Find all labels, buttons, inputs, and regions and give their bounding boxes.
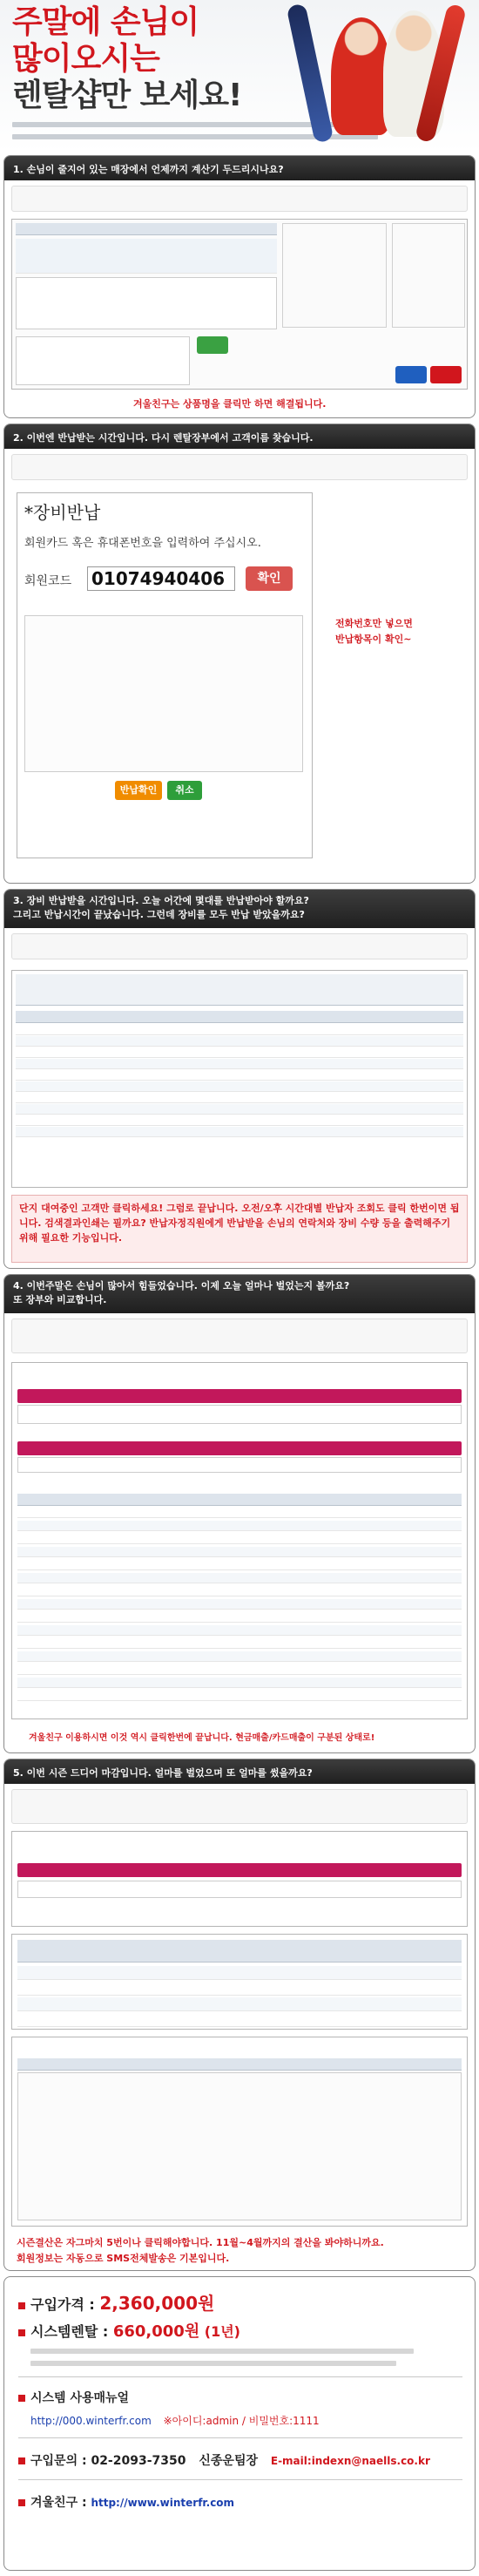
member-code-input[interactable]: 01074940406 <box>87 566 235 591</box>
table-row[interactable] <box>17 1691 462 1701</box>
step-2-heading: 2. 이번엔 반납받는 시간입니다. 다시 렌탈장부에서 고객이름 찾습니다. <box>4 424 475 449</box>
bullet-icon <box>18 2329 25 2336</box>
table-row[interactable] <box>16 1093 463 1103</box>
step-4-section <box>3 1274 476 1753</box>
clear-button[interactable] <box>430 366 462 383</box>
bullet-icon <box>18 2302 25 2309</box>
season-table-header <box>17 1940 462 1963</box>
step-3-heading-line2: 그리고 반납시간이 끝났습니다. 그런데 장비를 모두 반납 받았을까요? <box>13 909 305 920</box>
step-5-heading: 5. 이번 시즌 드디어 마감입니다. 얼마를 벌었으며 또 얼마를 썼을까요? <box>4 1759 475 1784</box>
table-row[interactable] <box>17 1678 462 1688</box>
rental-value: 660,000원 <box>112 2322 200 2341</box>
price-line <box>18 2289 214 2315</box>
step-1-callout: 겨울친구는 상품명을 클릭만 하면 해결됩니다. <box>133 398 327 410</box>
step-5-intro <box>11 1789 468 1824</box>
rental-list[interactable] <box>16 277 277 329</box>
table-row[interactable] <box>16 1081 463 1092</box>
step-4-heading-line1: 4. 이번주말은 손님이 많아서 힘들었습니다. 이제 오늘 얼마나 벌었는지 볼까요? <box>13 1280 350 1291</box>
daily-sales-header <box>17 1389 462 1403</box>
table-row[interactable] <box>17 1573 462 1583</box>
step-2-intro <box>11 454 468 480</box>
member-code-label: 회원코드 <box>24 574 72 588</box>
table-row[interactable] <box>16 1104 463 1115</box>
step-3-heading-line1: 3. 장비 반납받을 시간입니다. 오늘 어간에 몇대를 반납받아야 할까요? <box>13 895 309 906</box>
step-3-callout: 단지 대여중인 고객만 클릭하세요! 그럼로 끝납니다. 오전/오후 시간대별 반납자 조회도 클릭 한번이면 됩니다. 검색결과인쇄는 필까요? 반납자정직원에게 반납받을 손님의 연락처와 장비 수량 등을 출력해주기 위해 필요한 기능입니다. <box>19 1203 460 1244</box>
inquiry-line <box>18 2451 430 2469</box>
table-row[interactable] <box>16 1115 463 1126</box>
rental-period: (1년) <box>204 2323 240 2340</box>
table-row[interactable] <box>17 2013 462 2027</box>
email-link[interactable]: indexn@naells.co.kr <box>311 2455 430 2467</box>
table-row[interactable] <box>17 1966 462 1980</box>
step-1-intro <box>11 186 468 212</box>
inquiry-label: 구입문의 : <box>30 2454 87 2468</box>
manual-url-link[interactable]: http://000.winterfr.com <box>30 2415 152 2427</box>
table-row[interactable] <box>17 1599 462 1610</box>
step-4-heading-line2: 또 장부와 비교합니다. <box>13 1294 107 1305</box>
divider <box>18 2376 462 2377</box>
table-row[interactable] <box>16 1047 463 1058</box>
hero-title-line2: 많이오시는 <box>12 41 159 77</box>
step-1-heading: 1. 손님이 줄지어 있는 매장에서 언제까지 계산기 두드리시나요? <box>4 156 475 180</box>
step-3-heading <box>4 890 475 928</box>
email-label: E-mail: <box>270 2455 312 2467</box>
product-grid[interactable] <box>16 239 277 274</box>
site-url-link[interactable]: http://www.winterfr.com <box>91 2497 235 2509</box>
cash-button[interactable] <box>197 336 228 354</box>
table-row[interactable] <box>17 1508 462 1518</box>
divider <box>18 2479 462 2480</box>
table-row[interactable] <box>17 1638 462 1649</box>
return-card-prompt: 회원카드 혹은 휴대폰번호을 입력하여 주십시오. <box>24 537 261 550</box>
hero-banner <box>0 0 479 153</box>
step-4-heading <box>4 1275 475 1313</box>
table-row[interactable] <box>17 1664 462 1675</box>
report-table-body <box>17 2072 462 2220</box>
payment-summary <box>17 1457 462 1473</box>
step-3-intro <box>11 933 468 959</box>
status-table-header <box>16 1011 463 1023</box>
step-3-callout-box <box>11 1195 468 1263</box>
monthly-sales-panel <box>11 1831 468 1927</box>
step-5-callout: 시즌결산은 자그마치 5번이나 클릭해야합니다. 11월~4월까지의 결산을 봐야하니까요. <box>17 2237 384 2248</box>
monthly-sales-row <box>17 1881 462 1898</box>
hero-title-line3: 렌탈샵만 보세요! <box>12 78 242 113</box>
table-row[interactable] <box>17 1521 462 1531</box>
step-3-section <box>3 889 476 1269</box>
id-note: ※아이디:admin / 비밀번호:1111 <box>163 2415 320 2427</box>
step-1-section <box>3 155 476 418</box>
table-row[interactable] <box>16 1127 463 1137</box>
return-cancel-button[interactable]: 취소 <box>167 781 202 800</box>
inquiry-phone: 02-2093-7350 <box>91 2454 186 2468</box>
daily-sales-panel <box>11 1362 468 1719</box>
daily-sales-summary <box>17 1405 462 1424</box>
pay-button[interactable] <box>395 366 427 383</box>
inquiry-team: 신종운팀장 <box>199 2454 258 2468</box>
table-row[interactable] <box>17 1547 462 1557</box>
sales-detail-header <box>17 1494 462 1506</box>
monthly-sales-header <box>17 1863 462 1877</box>
step-5-callout-2: 회원정보는 자동으로 SMS전체발송은 기본입니다. <box>17 2253 230 2264</box>
divider <box>18 2437 462 2438</box>
table-row[interactable] <box>17 1651 462 1662</box>
pos-rental-panel <box>11 219 468 390</box>
table-row[interactable] <box>17 1586 462 1596</box>
filter-bar[interactable] <box>16 974 463 1006</box>
bullet-icon <box>18 2499 25 2506</box>
table-row[interactable] <box>16 1036 463 1047</box>
table-row[interactable] <box>16 1059 463 1069</box>
return-confirm-button[interactable]: 반납확인 <box>115 781 162 800</box>
season-report-panel <box>11 2037 468 2227</box>
season-sales-panel <box>11 1934 468 2030</box>
return-card <box>17 492 313 858</box>
return-item-list[interactable] <box>24 615 303 772</box>
price-value: 2,360,000원 <box>99 2293 215 2314</box>
site-line <box>18 2493 234 2511</box>
price-label: 구입가격 : <box>30 2296 95 2313</box>
step-4-intro <box>11 1319 468 1353</box>
manual-url-line <box>30 2413 320 2428</box>
amount-summary <box>16 336 190 385</box>
product-tabs[interactable] <box>16 223 277 235</box>
return-side-note-2: 반납항목이 확인~ <box>335 634 412 645</box>
step-4-callout: 겨울친구 이용하시면 이것 역시 클릭한번에 끝납니다. 현금매출/카드매출이 구분된 상태로! <box>29 1733 375 1743</box>
step-2-section <box>3 424 476 884</box>
table-row[interactable] <box>17 1560 462 1570</box>
return-side-note-1: 전화번호만 넣으면 <box>335 618 413 629</box>
table-row[interactable] <box>16 1025 463 1035</box>
contact-section <box>3 2276 476 2571</box>
table-row[interactable] <box>17 1997 462 2011</box>
manual-line <box>18 2389 129 2406</box>
bullet-icon <box>18 2395 25 2402</box>
member-info-box <box>282 223 387 328</box>
rental-line <box>18 2319 240 2342</box>
table-row[interactable] <box>17 1625 462 1636</box>
bullet-icon <box>18 2457 25 2464</box>
manual-label: 시스템 사용매뉴얼 <box>30 2391 130 2405</box>
member-confirm-button[interactable]: 확인 <box>246 566 293 591</box>
payment-header <box>17 1441 462 1455</box>
rental-status-panel <box>11 970 468 1188</box>
table-row[interactable] <box>17 1534 462 1544</box>
return-card-title: *장비반납 <box>24 502 101 523</box>
report-table-header <box>17 2058 462 2071</box>
step-5-section <box>3 1759 476 2271</box>
site-label: 겨울친구 : <box>30 2496 87 2510</box>
rental-label: 시스템렌탈 : <box>30 2323 109 2340</box>
table-row[interactable] <box>17 1982 462 1996</box>
hero-title-line1: 주말에 손님이 <box>12 4 199 40</box>
table-row[interactable] <box>17 1612 462 1623</box>
price-summary-box <box>392 223 465 328</box>
table-row[interactable] <box>16 1070 463 1081</box>
